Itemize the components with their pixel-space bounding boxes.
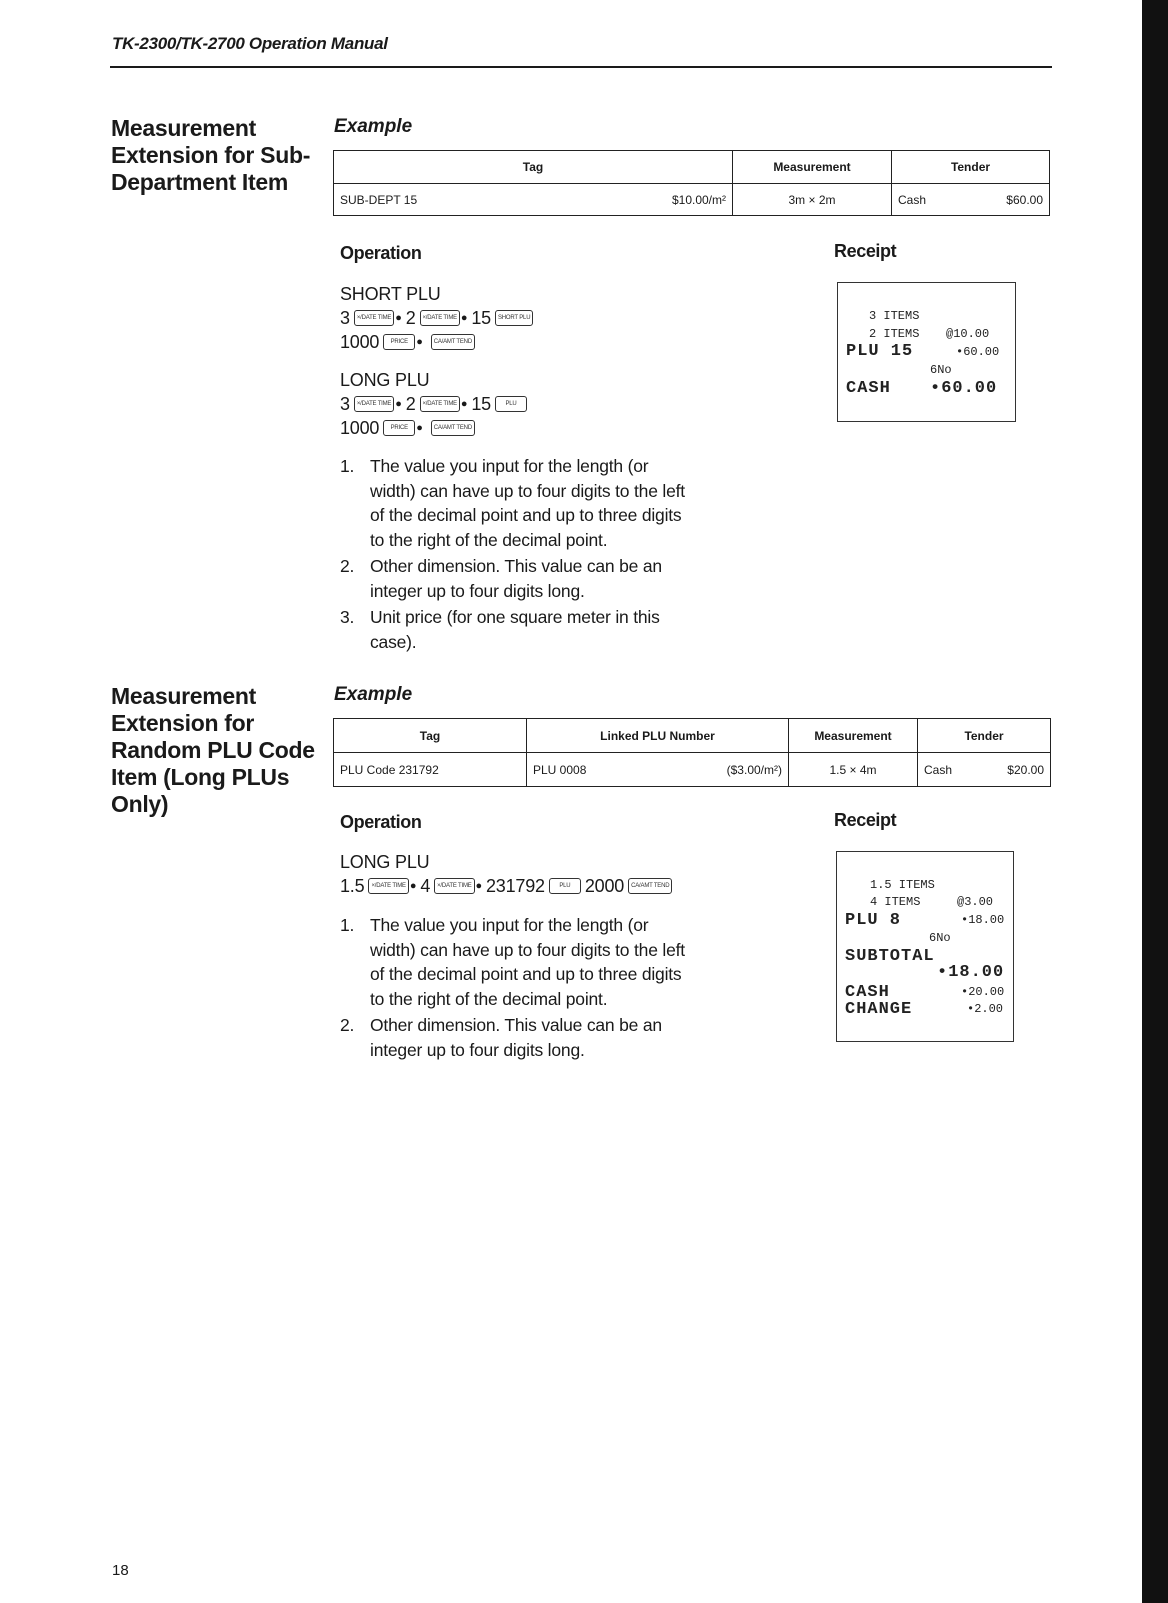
section1-example-label: Example	[334, 116, 413, 137]
short-plu-label: SHORT PLU	[340, 284, 441, 304]
long-plu-line1: 1.5 ×/DATE TIME ● 4 ×/DATE TIME ● 231792 PLU 2000 CA/AMT TEND	[340, 874, 676, 898]
section1-short-plu-block	[340, 282, 537, 354]
multiply-date-time-key: ×/DATE TIME	[354, 396, 394, 412]
section1-title: Measurement Extension for Sub-Department Item	[111, 115, 311, 195]
table-header-measurement: Measurement	[733, 151, 892, 184]
receipt-line: PLU 15	[846, 342, 914, 361]
receipt-value: •20.00	[961, 985, 1005, 999]
multiply-date-time-key: ×/DATE TIME	[354, 310, 394, 326]
receipt-value: •60.00	[930, 379, 998, 398]
section2-example-label: Example	[334, 684, 413, 705]
section2-notes	[340, 913, 695, 1062]
receipt-line: 3 ITEMS	[869, 309, 920, 323]
price-key: PRICE	[383, 334, 415, 350]
table-cell-linked-plu	[527, 753, 789, 787]
table-cell-tender	[892, 184, 1050, 216]
note-item: 1. The value you input for the length (or width) can have up to four digits to the left of the decimal point and up to three digits to the right of the decimal point.	[340, 456, 685, 550]
section2-receipt-label: Receipt	[834, 810, 897, 830]
receipt-line: 2 ITEMS	[869, 327, 920, 341]
note-item: 2. Other dimension. This value can be an integer up to four digits long.	[340, 556, 662, 601]
table-header-linked-plu: Linked PLU Number	[527, 719, 789, 753]
header-divider	[110, 66, 1052, 68]
section1-example-table	[333, 150, 1050, 216]
linked-plu-number: PLU 0008	[533, 762, 587, 777]
ca-amt-tend-key: CA/AMT TEND	[431, 420, 475, 436]
receipt-line: 1.5 ITEMS	[870, 878, 935, 892]
section1-notes	[340, 454, 695, 654]
table-header-tag: Tag	[334, 719, 527, 753]
table-cell-tag	[334, 184, 733, 216]
table-header-tender: Tender	[918, 719, 1051, 753]
receipt-line: CASH	[846, 379, 891, 398]
ca-amt-tend-key: CA/AMT TEND	[431, 334, 475, 350]
multiply-date-time-key: ×/DATE TIME	[368, 878, 408, 894]
short-plu-line1: 3 ×/DATE TIME ● 2 ×/DATE TIME ● 15 SHORT PLU	[340, 306, 537, 330]
receipt-value: @10.00	[946, 327, 990, 341]
ca-amt-tend-key: CA/AMT TEND	[628, 878, 672, 894]
receipt-value: •18.00	[961, 913, 1005, 927]
section2-title: Measurement Extension for Random PLU Code Item (Long PLUs Only)	[111, 683, 315, 817]
note-item: 1. The value you input for the length (or width) can have up to four digits to the left of the decimal point and up to three digits to the right of the decimal point.	[340, 915, 685, 1009]
receipt-line: 4 ITEMS	[870, 895, 921, 909]
receipt-line: 6No	[929, 931, 951, 945]
short-plu-line2: 1000 PRICE ● CA/AMT TEND	[340, 330, 537, 354]
price-key: PRICE	[383, 420, 415, 436]
multiply-date-time-key: ×/DATE TIME	[420, 396, 460, 412]
section2-receipt	[836, 851, 1014, 1042]
receipt-line: PLU 8	[845, 911, 902, 930]
receipt-value: •18.00	[937, 963, 1005, 982]
manual-title: TK-2300/TK-2700 Operation Manual	[112, 34, 388, 53]
receipt-value: •60.00	[956, 345, 1000, 359]
table-cell-tag: PLU Code 231792	[334, 753, 527, 787]
tag-item: SUB-DEPT 15	[340, 192, 418, 207]
long-plu-label: LONG PLU	[340, 852, 430, 872]
table-header-tender: Tender	[892, 151, 1050, 184]
table-header-measurement: Measurement	[789, 719, 918, 753]
tender-amount: $20.00	[1007, 762, 1044, 777]
plu-key: PLU	[495, 396, 527, 412]
receipt-value: @3.00	[957, 895, 994, 909]
plu-key: PLU	[549, 878, 581, 894]
tender-type: Cash	[898, 192, 927, 207]
long-plu-label: LONG PLU	[340, 370, 430, 390]
receipt-value: •2.00	[967, 1002, 1004, 1016]
table-cell-measurement: 1.5 × 4m	[789, 753, 918, 787]
multiply-date-time-key: ×/DATE TIME	[420, 310, 460, 326]
table-cell-measurement: 3m × 2m	[733, 184, 892, 216]
section2-example-table	[333, 718, 1051, 787]
page-edge-bar	[1142, 0, 1168, 1603]
short-plu-key: SHORT PLU	[495, 310, 533, 326]
tender-type: Cash	[924, 762, 953, 777]
receipt-line: 6No	[930, 363, 952, 377]
note-item: 2. Other dimension. This value can be an integer up to four digits long.	[340, 1015, 662, 1060]
long-plu-line1: 3 ×/DATE TIME ● 2 ×/DATE TIME ● 15 PLU	[340, 392, 531, 416]
linked-plu-price: ($3.00/m²)	[726, 762, 782, 777]
long-plu-line2: 1000 PRICE ● CA/AMT TEND	[340, 416, 531, 440]
note-item: 3. Unit price (for one square meter in this case).	[340, 607, 660, 652]
table-header-tag: Tag	[334, 151, 733, 184]
section2-long-plu-block	[340, 850, 676, 898]
multiply-date-time-key: ×/DATE TIME	[434, 878, 474, 894]
receipt-line: SUBTOTAL	[845, 947, 935, 966]
section1-receipt-label: Receipt	[834, 241, 897, 261]
section1-receipt	[837, 282, 1016, 422]
table-cell-tender	[918, 753, 1051, 787]
receipt-line: CHANGE	[845, 1000, 913, 1019]
tag-price: $10.00/m²	[671, 192, 726, 207]
page-number: 18	[112, 1562, 129, 1579]
tender-amount: $60.00	[1006, 192, 1043, 207]
receipt-line: CASH	[845, 983, 890, 1002]
section1-long-plu-block	[340, 368, 531, 440]
section1-operation-label: Operation	[340, 243, 422, 263]
section2-operation-label: Operation	[340, 812, 422, 832]
